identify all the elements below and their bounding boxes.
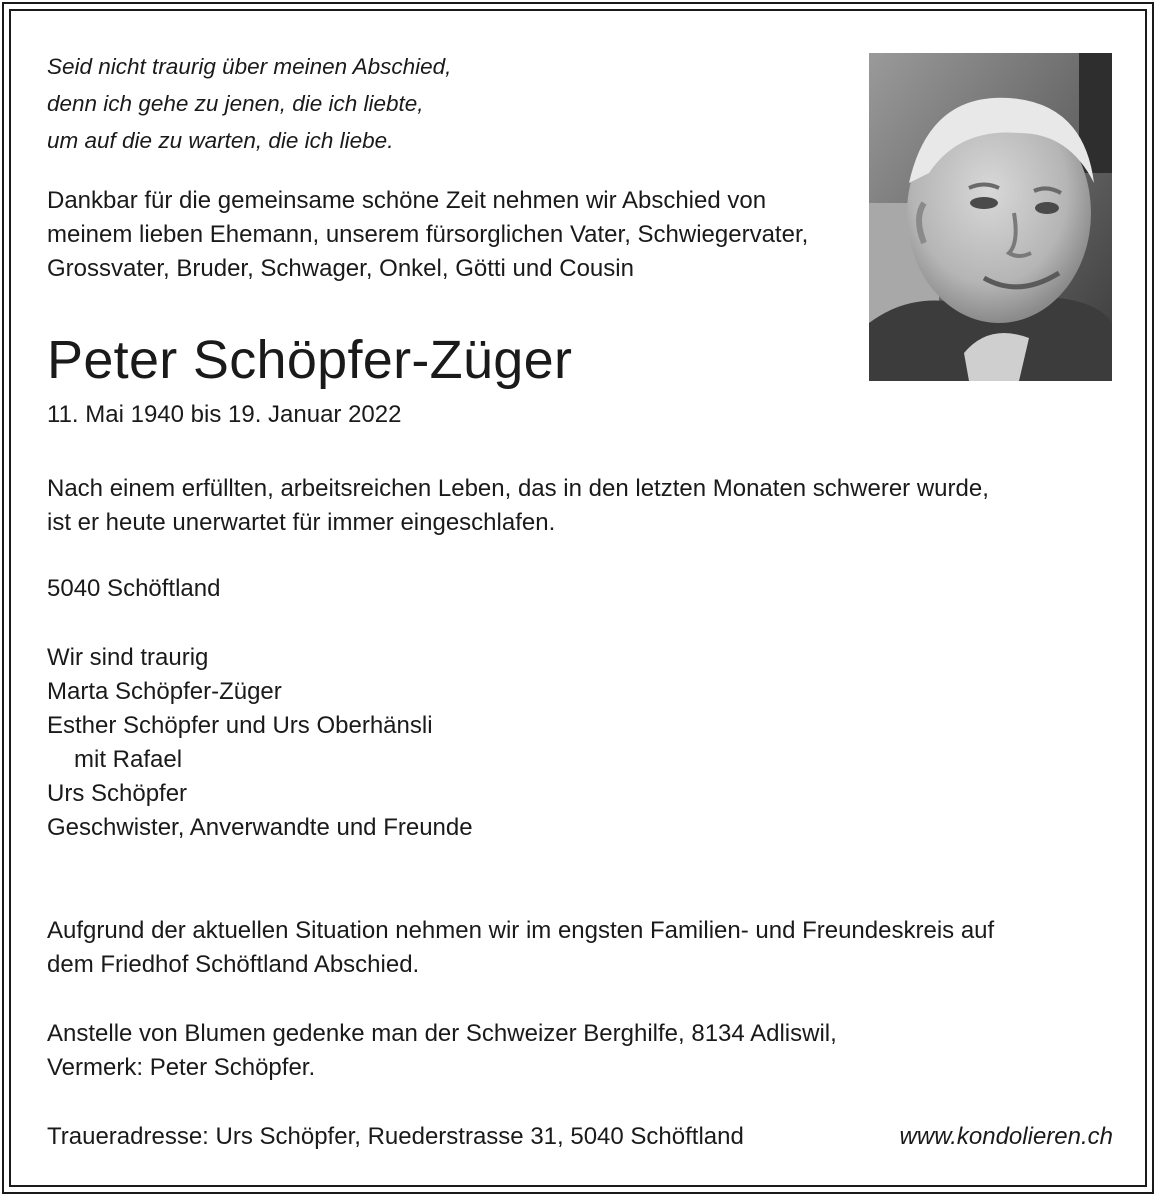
mourning-address: Traueradresse: Urs Schöpfer, Ruederstrasse 31, 5040 Schöftland [47, 1123, 744, 1150]
life-line: ist er heute unerwartet für immer eingeschlafen. [47, 509, 556, 536]
ceremony-line: dem Friedhof Schöftland Abschied. [47, 951, 420, 978]
donation-line: Anstelle von Blumen gedenke man der Schweizer Berghilfe, 8134 Adliswil, [47, 1020, 837, 1047]
life-line: Nach einem erfüllten, arbeitsreichen Leben, das in den letzten Monaten schwerer wurde, [47, 475, 989, 502]
life-dates: 11. Mai 1940 bis 19. Januar 2022 [47, 401, 402, 428]
memorial-verse [47, 48, 451, 159]
mourner: mit Rafael [74, 746, 183, 773]
portrait-image [869, 53, 1112, 381]
verse-line: um auf die zu warten, die ich liebe. [47, 128, 394, 153]
ceremony-line: Aufgrund der aktuellen Situation nehmen wir im engsten Familien- und Freundeskreis auf [47, 917, 995, 944]
mourners-list [47, 641, 473, 845]
mourners-heading: Wir sind traurig [47, 644, 209, 671]
donation-paragraph [47, 1017, 837, 1085]
mourner: Geschwister, Anverwandte und Freunde [47, 814, 473, 841]
verse-line: denn ich gehe zu jenen, die ich liebte, [47, 91, 424, 116]
donation-line: Vermerk: Peter Schöpfer. [47, 1054, 316, 1081]
mourner: Marta Schöpfer-Züger [47, 678, 282, 705]
verse-line: Seid nicht traurig über meinen Abschied, [47, 54, 452, 79]
life-paragraph [47, 472, 989, 540]
intro-paragraph [47, 184, 808, 286]
website-link[interactable]: www.kondolieren.ch [899, 1123, 1113, 1150]
mourner: Urs Schöpfer [47, 780, 188, 807]
intro-line: meinem lieben Ehemann, unserem fürsorglichen Vater, Schwiegervater, [47, 221, 809, 248]
intro-line: Dankbar für die gemeinsame schöne Zeit nehmen wir Abschied von [47, 187, 767, 214]
intro-line: Grossvater, Bruder, Schwager, Onkel, Götti und Cousin [47, 255, 634, 282]
deceased-name: Peter Schöpfer-Züger [47, 330, 573, 390]
place-line: 5040 Schöftland [47, 575, 221, 602]
ceremony-paragraph [47, 914, 994, 982]
mourner: Esther Schöpfer und Urs Oberhänsli [47, 712, 433, 739]
portrait-photo [869, 53, 1112, 381]
